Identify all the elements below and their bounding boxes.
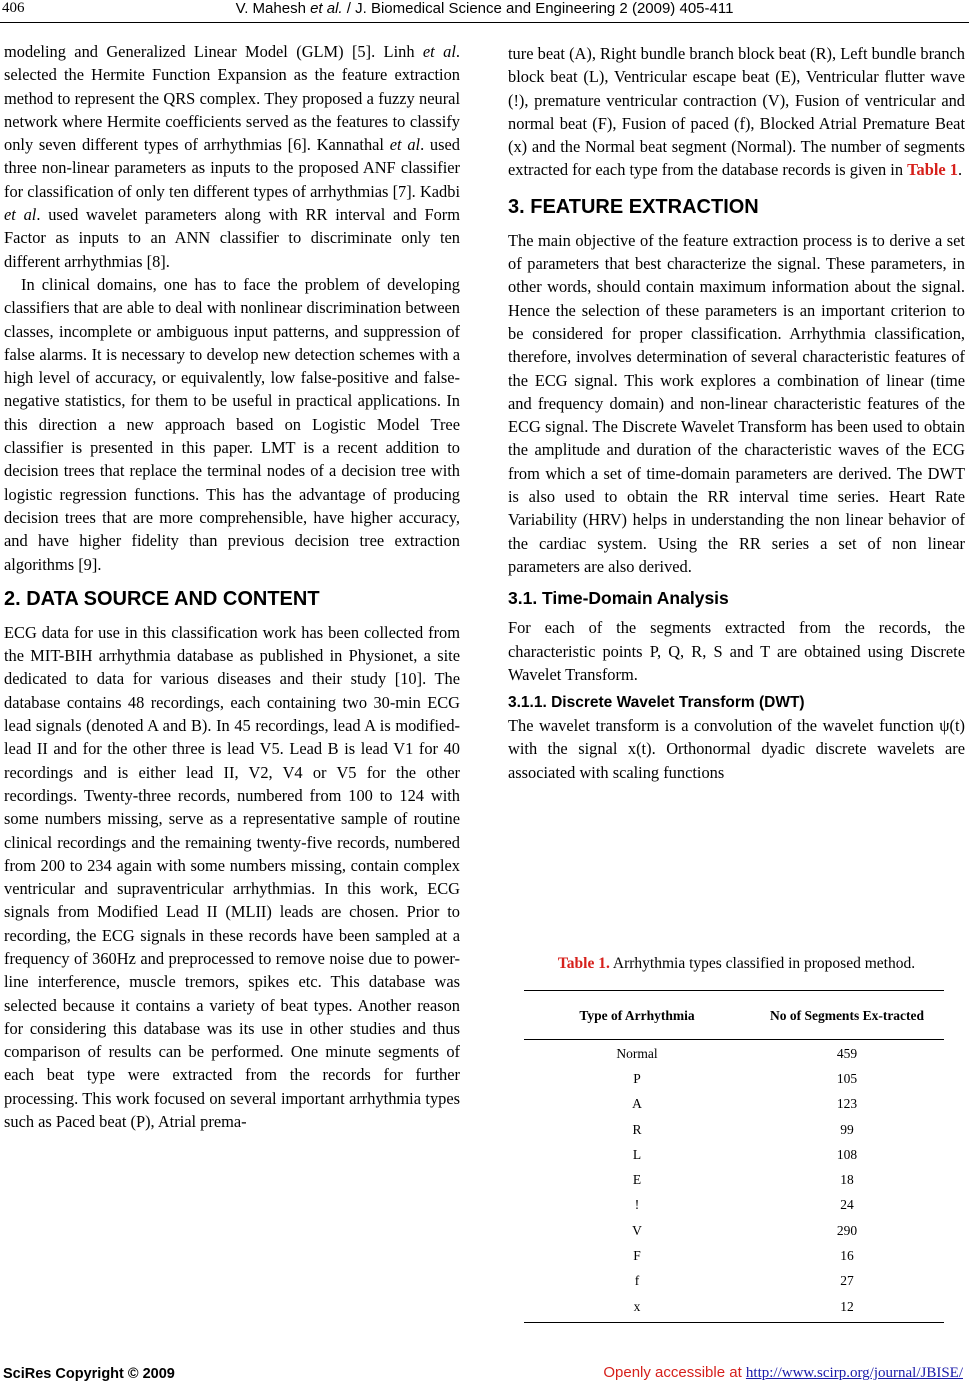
cell-segment-count: 16 (840, 1248, 854, 1264)
cell-arrhythmia-type: V (632, 1222, 642, 1238)
subsubsection-heading: 3.1.1. Discrete Wavelet Transform (DWT) (508, 694, 805, 712)
cell-segment-count: 18 (840, 1172, 854, 1188)
table-row (524, 1294, 944, 1319)
cell-arrhythmia-type: P (633, 1070, 641, 1086)
page-number: 406 (2, 0, 25, 16)
table-1-link[interactable]: Table 1 (907, 160, 958, 180)
footer-copyright: SciRes Copyright © 2009 (3, 1366, 175, 1382)
cell-arrhythmia-type: x (633, 1298, 641, 1314)
table-row (524, 1218, 944, 1243)
paragraph: In clinical domains, one has to face the problem of developing classifiers that are able to deal with nonlinear discrimination between classes, incomplete or ambiguous input patterns, and suppression of false alarms. It is necessary to develop new detection schemes with a high level of accuracy, or equivalently, low false-positive and false-negative statistics, for them to be useful in practical applications. In this direction a new approach based on Logistic Model Tree classifier is presented in this paper. LMT is a recent addition to decision trees that replace the terminal nodes of a decision tree with logistic regression functions. This has the advantage of producing decision trees that are more comprehensible, have higher accuracy, and have higher fidelity than previous decision tree extraction algorithms [9]. (4, 274, 460, 574)
cell-segment-count: 99 (840, 1121, 854, 1137)
section-heading: 3. FEATURE EXTRACTION (508, 195, 759, 218)
cell-segment-count: 459 (836, 1045, 858, 1061)
table-caption-text: Arrhythmia types classified in proposed method. (609, 955, 916, 972)
arrhythmia-table (524, 990, 944, 1323)
cell-segment-count: 290 (836, 1222, 858, 1238)
table-caption-label: Table 1. (557, 955, 610, 972)
cell-segment-count: 123 (836, 1096, 858, 1112)
running-head-authors: V. Mahesh (235, 0, 311, 17)
paragraph: For each of the segments extracted from the records, the characteristic points P, Q, R, S and T are obtained using Discrete Wavelet Transform. (508, 618, 965, 684)
column-header-type: Type of Arrhythmia (579, 1007, 695, 1023)
table-row (524, 1167, 944, 1192)
left-column (4, 40, 460, 1133)
subsection-heading: 3.1. Time-Domain Analysis (508, 588, 729, 609)
cell-arrhythmia-type: L (632, 1146, 642, 1162)
cell-arrhythmia-type: ! (634, 1197, 640, 1213)
table-row (524, 1092, 944, 1117)
running-header (0, 0, 969, 17)
cell-segment-count: 27 (840, 1273, 854, 1289)
table-row (524, 1193, 944, 1218)
table-caption (508, 955, 965, 973)
footer-access-text: Openly accessible at (603, 1364, 746, 1381)
table-body (524, 1040, 944, 1319)
cell-arrhythmia-type: R (632, 1121, 642, 1137)
running-head-journal: / J. Biomedical Science and Engineering 2 (2009) 405-411 (342, 0, 734, 17)
paragraph: ture beat (A), Right bundle branch block beat (R), Left bundle branch block beat (L), Ventricular escape beat (E), Ventricular flutter wave (!), premature ventricular contraction (V), Fusion of ventricular and normal beat (F), Fusion of paced (f), Blocked Atrial Premature Beat (x) and the Normal beat segment (Normal). The number of segments extracted for each type from the database records is given in Table 1. (508, 44, 965, 180)
table-row (524, 1117, 944, 1142)
table-row (524, 1142, 944, 1167)
cell-arrhythmia-type: E (632, 1172, 642, 1188)
table-bottom-rule (524, 1322, 944, 1323)
running-head-etal: et al. (310, 0, 343, 17)
table-header-row (524, 991, 944, 1039)
paragraph: ECG data for use in this classification work has been collected from the MIT-BIH arrhythmia database as published in Physionet, a site dedicated to data for various diseases and their study [10]. The database contains 48 recordings, each containing two 30-min ECG lead signals (denoted A and B). In 45 recordings, lead A is modified-lead II and for the other three is lead V5. Lead B is lead V1 for 40 recordings and is either lead II, V2, V4 or V5 for the other recordings. Twenty-three records, numbered from 100 to 124 with some numbers missing, serve as a representative sample of routine clinical recordings and the remaining twenty-five records, numbered from 200 to 234 again with some numbers missing, contain complex ventricular and supraventricular arrhythmias. In this work, ECG signals from Modified Lead II (MLII) leads are chosen. Prior to recording, the ECG signals in these records have been sampled at a frequency of 360Hz and preprocessed to remove noise due to power-line interference, muscle tremors, spikes etc. This database was selected because it contains a variety of beat types. Another reason for considering this database was its use in other studies and thus comparison of results can be performed. One minute segments of each beat type were extracted from the records for further processing. This work focused on several important arrhythmia types such as Paced beat (P), Atrial prema- (4, 622, 460, 1132)
cell-arrhythmia-type: f (634, 1273, 640, 1289)
section-heading: 2. DATA SOURCE AND CONTENT (4, 587, 320, 610)
cell-segment-count: 12 (840, 1298, 854, 1314)
right-column (508, 42, 965, 784)
table-row (524, 1269, 944, 1294)
paragraph: The wavelet transform is a convolution of the wavelet function ψ(t) with the signal x(t). Orthonormal dyadic discrete wavelets are associated with scaling functions (508, 716, 965, 782)
column-header-count: No of Segments Ex-tracted (769, 1007, 925, 1023)
paragraph: modeling and Generalized Linear Model (GLM) [5]. Linh et al. selected the Hermite Function Expansion as the feature extraction method to represent the QRS complex. They proposed a fuzzy neural network where Hermite coefficients served as the features to classify only seven different types of arrhythmias [6]. Kannathal et al. used three non-linear parameters as inputs to the proposed ANF classifier for classification of only ten different types of arrhythmias [7]. Kadbi et al. used wavelet parameters along with RR interval and Form Factor as inputs to an ANN classifier to discriminate only ten different arrhythmias [8]. (4, 42, 460, 271)
table-row (524, 1243, 944, 1268)
cell-segment-count: 105 (836, 1070, 858, 1086)
cell-segment-count: 24 (840, 1197, 854, 1213)
paragraph: The main objective of the feature extraction process is to derive a set of parameters that best characterize the signal. These parameters, in other words, should contain maximum information about the signal. Hence the selection of these parameters is an important criterion to be considered for proper classification. Arrhythmia classification, therefore, involves determination of several characteristic features of the ECG signal. This work explores a combination of linear (time and frequency domain) and non-linear characteristic features of the ECG signal. The Discrete Wavelet Transform has been used to obtain the amplitude and duration of the characteristic waves of the ECG from which a set of time-domain parameters are derived. The DWT is also used to obtain the RR interval time series. Heart Rate Variability (HRV) helps in understanding the non linear behavior of the cardiac system. Using the RR series a set of non linear parameters are also derived. (508, 230, 965, 576)
header-rule (0, 22, 969, 23)
cell-arrhythmia-type: Normal (616, 1045, 658, 1061)
table-row (524, 1066, 944, 1091)
table-row (524, 1041, 944, 1066)
journal-url-link[interactable]: http://www.scirp.org/journal/JBISE/ (745, 1365, 963, 1381)
cell-arrhythmia-type: A (632, 1096, 642, 1112)
cell-arrhythmia-type: F (633, 1248, 641, 1264)
cell-segment-count: 108 (836, 1146, 858, 1162)
footer-access (603, 1364, 963, 1382)
